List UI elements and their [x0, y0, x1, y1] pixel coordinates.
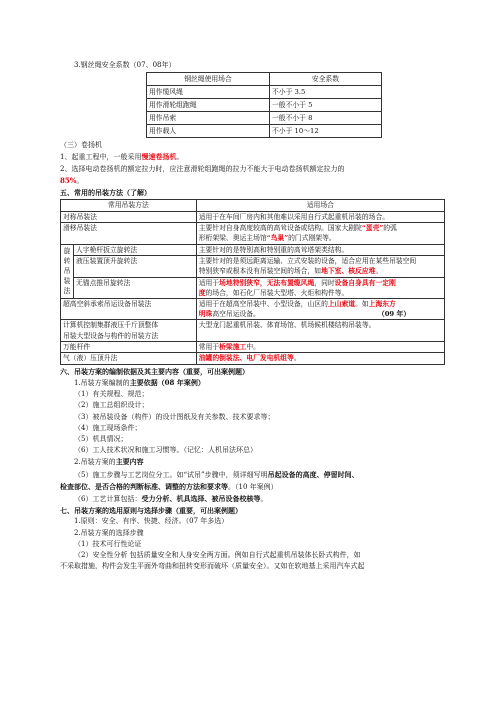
principle-line: 1.原则：安全、有序、快捷、经济。（07 年多选）: [74, 517, 229, 526]
method-cell: 计算机控制集群液压千斤顶整体 吊装大型设备与构件的吊装方法: [61, 320, 197, 341]
table-row: [61, 341, 445, 353]
application-cell: 大型龙门起重机吊装、体育场馆、机场候机楼结构吊装等。: [196, 320, 444, 341]
wire-rope-safety-table: [146, 72, 382, 138]
list-item: （2）施工总组织设计；: [74, 401, 149, 410]
application-cell: 适用于场地特别狭窄，无法布置缆风绳，同时设备自身具有一定刚 度的场合，如石化厂吊装大型塔、火炬和构件等。: [196, 277, 444, 298]
lifting-methods-table: [60, 199, 445, 365]
method-cell: 对称吊装法: [61, 211, 197, 223]
method-cell: 超高空斜承索吊运设备吊装法: [61, 298, 197, 319]
table-row: [147, 125, 382, 138]
lifting-methods-heading: 五、常用的吊装方法（了解）: [60, 188, 151, 198]
list-item: （2）安全性分析 包括质量安全和人身安全两方面。例如自行式起重机吊装体长卧式构件，如: [74, 551, 361, 559]
winch-item-1: 1、起重工程中，一般采用慢速卷扬机。: [60, 152, 184, 162]
table-row: [61, 353, 445, 365]
table-cell: 一般不小于 8: [270, 112, 382, 125]
table-header-row: [147, 73, 382, 86]
table-cell: 用作缆风绳: [147, 86, 270, 99]
table-header: 常用吊装方法: [61, 200, 197, 212]
table-row: [61, 277, 445, 298]
content-heading: 2.吊装方案的主要内容: [74, 457, 144, 467]
list-item-cont: 检查部位、是否合格的判断标准、调整的方法和要求等。（10 年案例）: [60, 481, 278, 491]
list-item: （6）工人技术状况和施工习惯等。（记忆：人机吊法环总）: [74, 446, 257, 455]
application-cell: 适用于在车间厂房内和其他难以采用自行式起重机吊装的场合。: [196, 211, 444, 223]
table-row: [147, 112, 382, 125]
table-header-row: [61, 200, 445, 212]
application-cell: 适用于在超高空吊装中、小型设备，山区的上山索道。如上海东方 明珠高空吊运设备。 （09 年）: [196, 298, 444, 319]
application-cell: 主要针对自身高度较高的高耸设备或结构。国家大剧院“蛋壳”的弧 形桁架梁、奥运主场馆“鸟巢”的门式刚架等。: [196, 223, 444, 244]
table-row: [61, 244, 445, 256]
list-item: （1）技术可行性论证: [74, 539, 142, 548]
section6-heading: 六、吊装方案的编制依据及其主要内容（重要，可出案例题）: [60, 366, 249, 376]
list-item: （4）施工现场条件；: [74, 423, 142, 432]
table-row: [61, 256, 445, 277]
table-cell: 一般不小于 5: [270, 99, 382, 112]
basis-heading: 1.吊装方案编制的主要依据（08 年案例）: [74, 377, 205, 387]
table-header: 适用场合: [196, 200, 444, 212]
list-item-cont: 不采取措施，构件会发生平面外弯曲和扭转变形而破坏（质量安全）。又如在软地基上采用汽车式起: [60, 562, 365, 571]
list-item: （5）机具情况；: [74, 434, 128, 443]
table-row: [147, 86, 382, 99]
rotation-method-label: 旋 转 吊 装 法: [61, 244, 74, 298]
table-cell: 用作载人: [147, 125, 270, 138]
table-row: [61, 211, 445, 223]
table-cell: 用作吊索: [147, 112, 270, 125]
list-item: （6）工艺计算包括：受力分析、机具选择、被吊设备校核等。: [74, 493, 268, 503]
section7-heading: 七、吊装方案的选用原则与选择步骤（重要，可出案例题）: [60, 506, 242, 516]
table-row: [147, 99, 382, 112]
table-row: [61, 320, 445, 341]
table-header: 安全系数: [270, 73, 382, 86]
method-cell: 无锚点推吊旋转法: [74, 277, 197, 298]
application-cell: 常用于桥梁施工中。: [196, 341, 444, 353]
winch-item-2: 2、选择电动卷扬机的额定拉力时，应注意滑轮组跑绳的拉力不能大于电动卷扬机额定拉力的: [60, 164, 345, 173]
winch-item-2-cont: 85%。: [60, 175, 84, 185]
wire-rope-heading: 3.钢丝绳安全系数（07、08年）: [74, 61, 176, 69]
list-item: （5）施工步骤与工艺岗位分工。如“试吊”步骤中，须详细写明吊起设备的高度、停留时间、: [74, 469, 359, 479]
table-row: [61, 298, 445, 319]
method-cell: 气（液）压顶升法: [61, 353, 197, 365]
steps-heading: 2.吊装方案的选择步骤: [74, 528, 144, 537]
method-cell: 万能杆件: [61, 341, 197, 353]
list-item: （1）有关规程、规范；: [74, 390, 149, 399]
document-page: [60, 60, 445, 572]
winch-heading: （三）卷扬机: [60, 141, 102, 150]
application-cell: 主要针对的是特别高和特别重的高耸塔架类结构。: [196, 244, 444, 256]
application-cell: 主要针对的是须远距离运输、立式安装的设备，适合应用在某些吊装空间 特别狭窄或根本没有吊装空间的场合，如地下室、核反应堆。: [196, 256, 444, 277]
table-header: 钢丝绳使用场合: [147, 73, 270, 86]
method-cell: 滑移吊装法: [61, 223, 197, 244]
table-cell: 不小于 3.5: [270, 86, 382, 99]
application-cell: 油罐的倒装法、电厂发电机组等。: [196, 353, 444, 365]
method-cell: 液压装置顶升旋转法: [74, 256, 197, 277]
list-item: （3）被吊装设备（构件）的设计图纸及有关参数、技术要求等；: [74, 412, 275, 421]
table-cell: 用作滑轮组跑绳: [147, 99, 270, 112]
method-cell: 人字桅杆扳立旋转法: [74, 244, 197, 256]
table-row: [61, 223, 445, 244]
table-cell: 不小于 10～12: [270, 125, 382, 138]
